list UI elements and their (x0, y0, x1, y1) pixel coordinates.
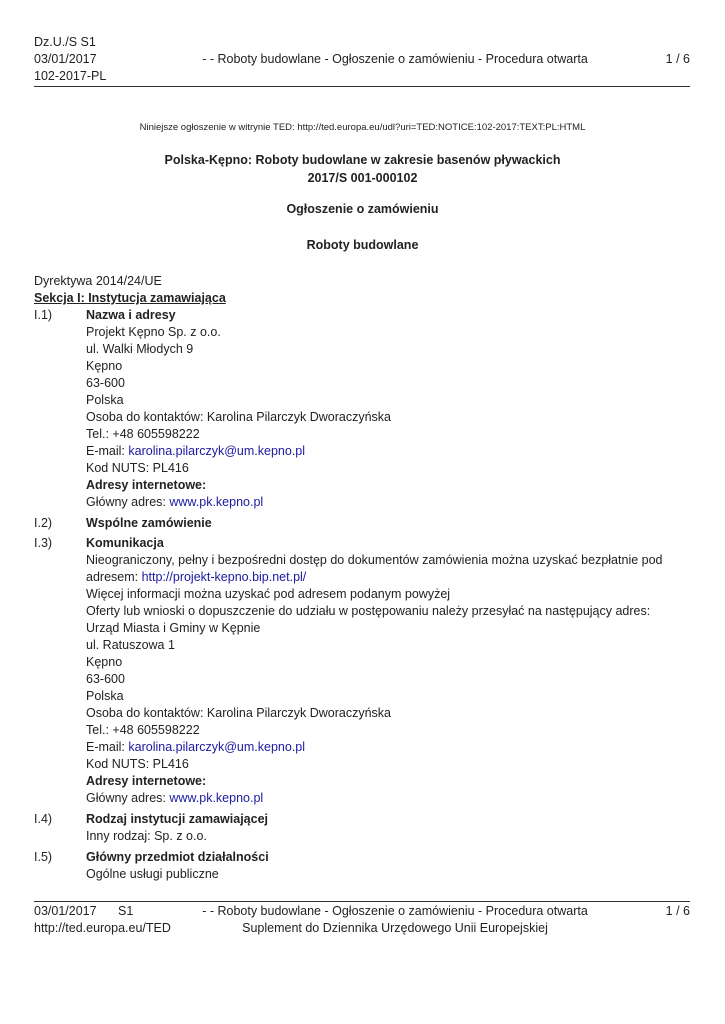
i5-heading: Główny przedmiot działalności (86, 850, 269, 864)
header-page: 1 / 6 (665, 52, 690, 66)
header-divider (34, 86, 690, 87)
i4-number: I.4) (34, 812, 53, 826)
i3-email-label: E-mail: (86, 740, 129, 754)
i1-tel: Tel.: +48 605598222 (86, 427, 200, 441)
i1-web-link[interactable]: www.pk.kepno.pl (169, 495, 264, 509)
i3-access-line1: Nieograniczony, pełny i bezpośredni dostęp do dokumentów zamówienia można uzyskać bezpłatnie pod (86, 553, 663, 567)
i3-offers: Oferty lub wnioski o dopuszczenie do udziału w postępowaniu należy przesyłać na następujący adres: (86, 604, 651, 618)
i3-country: Polska (86, 689, 124, 703)
doc-subtitle: Ogłoszenie o zamówieniu (286, 202, 439, 216)
header-ref2: 102-2017-PL (34, 69, 107, 83)
header-date: 03/01/2017 (34, 52, 97, 66)
i1-city: Kępno (86, 359, 123, 373)
header-ref1: Dz.U./S S1 (34, 35, 96, 49)
i3-city: Kępno (86, 655, 123, 669)
i3-postal: 63-600 (86, 672, 125, 686)
i1-web-label: Główny adres: (86, 495, 170, 509)
i3-web-link[interactable]: www.pk.kepno.pl (169, 791, 264, 805)
header-title: - - Roboty budowlane - Ogłoszenie o zamówieniu - Procedura otwarta (202, 52, 588, 66)
i3-street: ul. Ratuszowa 1 (86, 638, 175, 652)
i5-value: Ogólne usługi publiczne (86, 867, 219, 881)
i3-email-row (86, 739, 305, 756)
i3-more-info: Więcej informacji można uzyskać pod adresem podanym powyżej (86, 587, 451, 601)
i1-nuts: Kod NUTS: PL416 (86, 461, 189, 475)
directive: Dyrektywa 2014/24/UE (34, 274, 162, 288)
i3-name: Urząd Miasta i Gminy w Kępnie (86, 621, 261, 635)
i3-web-row (86, 790, 263, 807)
i1-name: Projekt Kępno Sp. z o.o. (86, 325, 221, 339)
i1-street: ul. Walki Młodych 9 (86, 342, 194, 356)
doc-title-line1: Polska-Kępno: Roboty budowlane w zakresie basenów pływackich (164, 153, 561, 167)
i2-heading: Wspólne zamówienie (86, 516, 212, 530)
i1-contact: Osoba do kontaktów: Karolina Pilarczyk Dworaczyńska (86, 410, 391, 424)
footer-url[interactable]: http://ted.europa.eu/TED (34, 921, 171, 935)
section-title: Sekcja I: Instytucja zamawiająca (34, 291, 226, 305)
footer-supplement: Suplement do Dziennika Urzędowego Unii Europejskiej (242, 921, 548, 935)
i2-number: I.2) (34, 516, 53, 530)
i1-heading: Nazwa i adresy (86, 308, 176, 322)
i1-email-link[interactable]: karolina.pilarczyk@um.kepno.pl (128, 444, 306, 458)
i1-postal: 63-600 (86, 376, 125, 390)
i1-number: I.1) (34, 308, 53, 322)
i3-email-link[interactable]: karolina.pilarczyk@um.kepno.pl (128, 740, 306, 754)
i3-heading: Komunikacja (86, 536, 164, 550)
doc-title-line2: 2017/S 001-000102 (307, 171, 418, 185)
i3-web-heading: Adresy internetowe: (86, 774, 207, 788)
footer-title: - - Roboty budowlane - Ogłoszenie o zamówieniu - Procedura otwarta (202, 904, 588, 918)
footer-series: S1 (118, 904, 134, 918)
i3-number: I.3) (34, 536, 53, 550)
i3-contact: Osoba do kontaktów: Karolina Pilarczyk Dworaczyńska (86, 706, 391, 720)
i3-web-label: Główny adres: (86, 791, 170, 805)
i3-access-row (86, 569, 306, 586)
i3-access-label: adresem: (86, 570, 142, 584)
i1-email-label: E-mail: (86, 444, 129, 458)
ted-notice: Niniejsze ogłoszenie w witrynie TED: http://ted.europa.eu/udl?uri=TED:NOTICE:102-2017:TEXT:PL:HTML (139, 122, 586, 133)
footer-divider (34, 901, 690, 902)
i1-web-row (86, 494, 263, 511)
i3-nuts: Kod NUTS: PL416 (86, 757, 189, 771)
footer-date: 03/01/2017 (34, 904, 97, 918)
footer-page: 1 / 6 (665, 904, 690, 918)
i1-country: Polska (86, 393, 124, 407)
doc-category: Roboty budowlane (306, 238, 419, 252)
i5-number: I.5) (34, 850, 53, 864)
i3-tel: Tel.: +48 605598222 (86, 723, 200, 737)
i1-web-heading: Adresy internetowe: (86, 478, 207, 492)
i3-access-link[interactable]: http://projekt-kepno.bip.net.pl/ (141, 570, 307, 584)
i4-heading: Rodzaj instytucji zamawiającej (86, 812, 269, 826)
i1-email-row (86, 443, 305, 460)
i4-value: Inny rodzaj: Sp. z o.o. (86, 829, 207, 843)
